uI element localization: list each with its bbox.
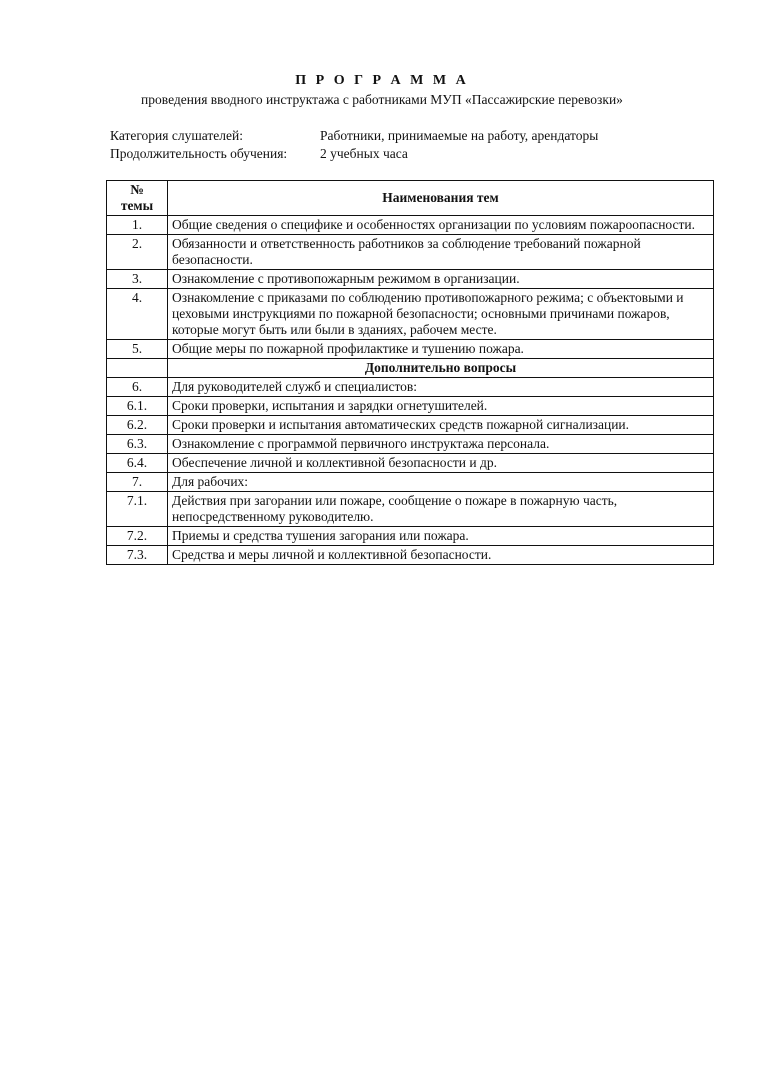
row-number: 7.2. [107,527,168,546]
category-value: Работники, принимаемые на работу, арендаторы [320,128,599,143]
document-subtitle: проведения вводного инструктажа с работниками МУП «Пассажирские перевозки» [141,92,623,107]
table-row [107,270,714,289]
row-number: 3. [107,270,168,289]
table-row [107,340,714,359]
row-number: 6.2. [107,416,168,435]
column-header-number [107,181,168,216]
section-row-empty-cell [107,359,168,378]
row-number: 6.3. [107,435,168,454]
row-number: 7.3. [107,546,168,565]
row-number: 7.1. [107,492,168,527]
table-row [107,435,714,454]
table-row [107,546,714,565]
row-topic: Ознакомление с программой первичного инструктажа персонала. [168,435,714,454]
row-topic: Сроки проверки и испытания автоматических средств пожарной сигнализации. [168,416,714,435]
category-label: Категория слушателей: [110,128,243,143]
duration-value: 2 учебных часа [320,146,408,161]
table-row [107,473,714,492]
row-topic: Приемы и средства тушения загорания или пожара. [168,527,714,546]
row-number: 7. [107,473,168,492]
row-number: 2. [107,235,168,270]
section-title: Дополнительно вопросы [168,359,714,378]
table-row [107,527,714,546]
table-header-row [107,181,714,216]
topics-table [106,180,714,565]
row-topic: Для руководителей служб и специалистов: [168,378,714,397]
duration-label: Продолжительность обучения: [110,146,288,161]
row-topic: Общие меры по пожарной профилактике и тушению пожара. [168,340,714,359]
row-topic: Сроки проверки, испытания и зарядки огнетушителей. [168,397,714,416]
row-topic: Обязанности и ответственность работников за соблюдение требований пожарной безопасности. [168,235,714,270]
row-topic: Средства и меры личной и коллективной безопасности. [168,546,714,565]
column-header-topic: Наименования тем [168,181,714,216]
row-topic: Ознакомление с противопожарным режимом в организации. [168,270,714,289]
table-row [107,416,714,435]
row-number: 5. [107,340,168,359]
section-row [107,359,714,378]
table-row [107,454,714,473]
row-topic: Обеспечение личной и коллективной безопасности и др. [168,454,714,473]
row-number: 6.4. [107,454,168,473]
row-number: 4. [107,289,168,340]
row-topic: Ознакомление с приказами по соблюдению противопожарного режима; с объектовыми и цеховыми инструкциями по пожарной безопасности; основными причинами пожаров, которые могут быть или были в зданиях, рабочем месте. [168,289,714,340]
table-row [107,378,714,397]
row-number: 6. [107,378,168,397]
row-number: 6.1. [107,397,168,416]
row-topic: Действия при загорании или пожаре, сообщение о пожаре в пожарную часть, непосредственному руководителю. [168,492,714,527]
column-header-number-word: темы [120,198,154,213]
table-row [107,289,714,340]
row-number: 1. [107,216,168,235]
table-row [107,492,714,527]
table-row [107,235,714,270]
table-row [107,216,714,235]
document-title: П Р О Г Р А М М А [295,73,469,88]
row-topic: Общие сведения о специфике и особенностях организации по условиям пожароопасности. [168,216,714,235]
table-row [107,397,714,416]
row-topic: Для рабочих: [168,473,714,492]
column-header-number-symbol: № [130,182,144,197]
